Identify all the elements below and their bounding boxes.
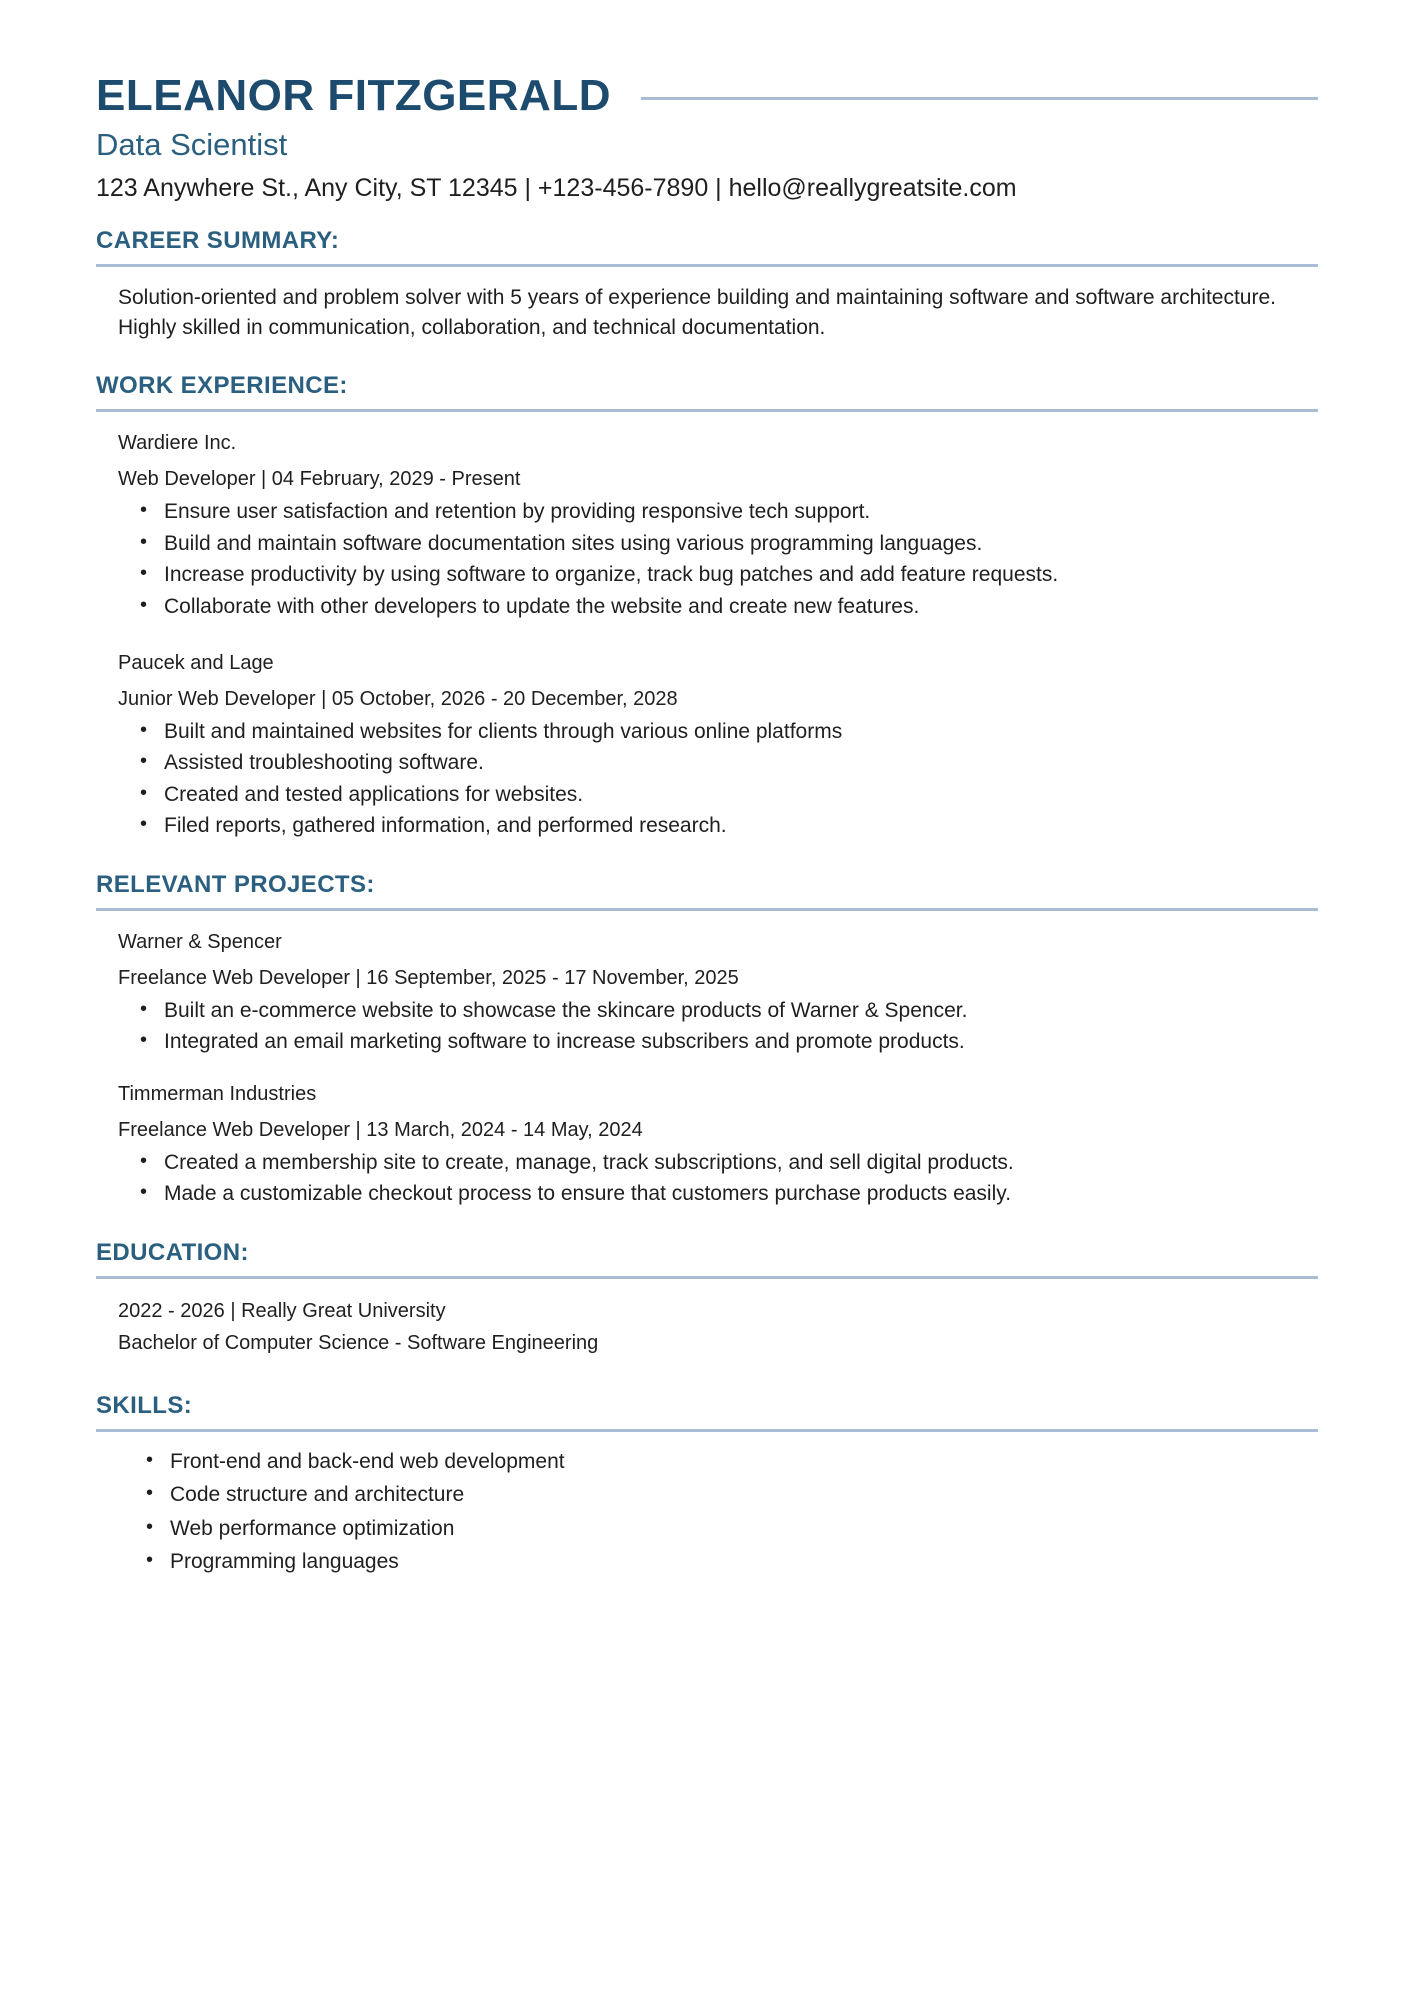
project-entry-bullets — [118, 997, 1318, 1057]
section-title-skills: SKILLS: — [96, 1391, 193, 1419]
list-item: • Created and tested applications for websites. — [164, 781, 1274, 810]
list-item: • Code structure and architecture — [170, 1481, 1280, 1510]
section-education — [96, 1239, 1318, 1360]
work-entry — [118, 648, 1318, 841]
list-item: • Made a customizable checkout process to ensure that customers purchase products easily. — [164, 1180, 1274, 1209]
relevant-projects-body — [96, 927, 1318, 1209]
section-relevant-projects — [96, 871, 1318, 1209]
list-item: • Integrated an email marketing software to increase subscribers and promote products. — [164, 1028, 1274, 1057]
section-divider-work-experience — [96, 409, 1318, 412]
work-entry-organization: Wardiere Inc. — [118, 432, 237, 455]
skills-body — [96, 1448, 1318, 1577]
section-career-summary — [96, 227, 1318, 343]
list-item: • Built an e-commerce website to showcase the skincare products of Warner & Spencer. — [164, 997, 1274, 1026]
section-divider-relevant-projects — [96, 908, 1318, 911]
education-degree: Bachelor of Computer Science - Software Engineering — [118, 1332, 599, 1355]
project-entry-role-line: Freelance Web Developer | 13 March, 2024 - 14 May, 2024 — [118, 1118, 643, 1141]
list-item: • Created a membership site to create, manage, track subscriptions, and sell digital products. — [164, 1149, 1274, 1178]
section-title-relevant-projects: RELEVANT PROJECTS: — [96, 870, 375, 898]
header-divider-rule — [641, 97, 1318, 100]
section-title-career-summary: CAREER SUMMARY: — [96, 226, 340, 254]
work-entry-role-line: Junior Web Developer | 05 October, 2026 - 20 December, 2028 — [118, 687, 678, 710]
project-entry — [118, 1079, 1318, 1209]
career-summary-text: Solution-oriented and problem solver with 5 years of experience building and maintaining software and software architecture. Highly skilled in communication, collaboration, and technical documentation. — [118, 285, 1276, 339]
project-entry-organization: Warner & Spencer — [118, 930, 282, 953]
list-item: • Build and maintain software documentation sites using various programming languages. — [164, 530, 1274, 559]
section-skills — [96, 1392, 1318, 1577]
section-divider-education — [96, 1276, 1318, 1279]
work-entry-role-line: Web Developer | 04 February, 2029 - Present — [118, 468, 521, 491]
candidate-name: ELEANOR FITZGERALD — [96, 71, 611, 120]
list-item: • Filed reports, gathered information, and performed research. — [164, 812, 1274, 841]
list-item: • Collaborate with other developers to update the website and create new features. — [164, 593, 1274, 622]
work-entry-organization: Paucek and Lage — [118, 651, 274, 674]
project-entry-role-line: Freelance Web Developer | 16 September, 2025 - 17 November, 2025 — [118, 966, 739, 989]
contact-line: 123 Anywhere St., Any City, ST 12345 | +123-456-7890 | hello@reallygreatsite.com — [96, 174, 1017, 203]
candidate-job-title: Data Scientist — [96, 126, 288, 162]
list-item: • Web performance optimization — [170, 1515, 1280, 1544]
career-summary-body — [96, 283, 1318, 343]
work-experience-body — [96, 428, 1318, 840]
list-item: • Built and maintained websites for clients through various online platforms — [164, 718, 1274, 747]
section-divider-career-summary — [96, 264, 1318, 267]
section-divider-skills — [96, 1429, 1318, 1432]
section-title-education: EDUCATION: — [96, 1238, 249, 1266]
section-title-work-experience: WORK EXPERIENCE: — [96, 372, 348, 400]
resume-header — [96, 72, 1318, 120]
list-item: • Assisted troubleshooting software. — [164, 749, 1274, 778]
work-entry — [118, 428, 1318, 621]
list-item: • Increase productivity by using software to organize, track bug patches and add feature requests. — [164, 561, 1274, 590]
project-entry-organization: Timmerman Industries — [118, 1082, 317, 1105]
work-entry-bullets — [118, 498, 1318, 621]
education-body — [96, 1295, 1318, 1360]
list-item: • Front-end and back-end web development — [170, 1448, 1280, 1477]
education-years-school: 2022 - 2026 | Really Great University — [118, 1299, 446, 1322]
section-work-experience — [96, 372, 1318, 840]
project-entry — [118, 927, 1318, 1057]
list-item: • Ensure user satisfaction and retention by providing responsive tech support. — [164, 498, 1274, 527]
skills-list — [118, 1448, 1318, 1577]
project-entry-bullets — [118, 1149, 1318, 1209]
list-item: • Programming languages — [170, 1548, 1280, 1577]
work-entry-bullets — [118, 718, 1318, 841]
